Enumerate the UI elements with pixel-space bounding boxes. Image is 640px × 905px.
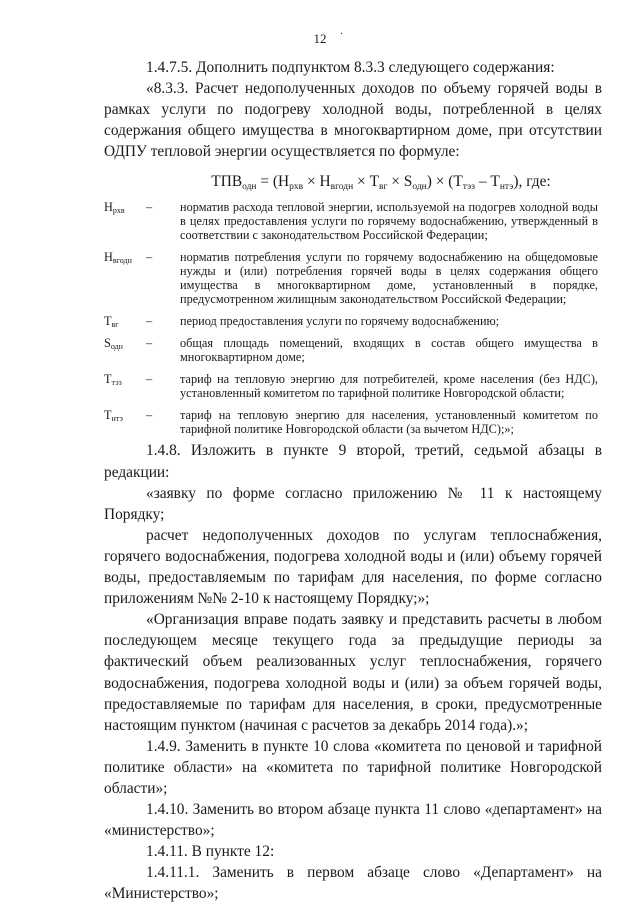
formula-times: × bbox=[353, 173, 370, 191]
formula bbox=[160, 171, 602, 192]
definition-item bbox=[104, 336, 598, 364]
formula-s-odn: S bbox=[403, 173, 413, 191]
document-body bbox=[104, 57, 602, 905]
definition-item bbox=[104, 200, 598, 242]
definition-dash: – bbox=[146, 200, 153, 215]
definition-symbol: $S_{одн}$ bbox=[104, 336, 123, 352]
paragraph-1-4-11: 1.4.11. В пункте 12: bbox=[146, 843, 275, 861]
formula-times: × bbox=[387, 173, 404, 191]
paragraph-1-4-7-5: 1.4.7.5. Дополнить подпунктом 8.3.3 следующего содержания: bbox=[146, 59, 555, 76]
formula-h-rhv: Н bbox=[278, 173, 290, 191]
definition-dash: – bbox=[146, 336, 153, 351]
definition-item bbox=[104, 250, 598, 306]
formula-h-vgodn-sub: вгодн bbox=[330, 182, 354, 193]
formula-times: × bbox=[303, 173, 320, 191]
page-number-text: 12 bbox=[313, 31, 327, 46]
paragraph-calculation: расчет недополученных доходов по услугам теплоснабжения, горячего водоснабжения, подогрева холодной воды и (или) объему горячей воды, предоставляемым по тарифам для населения, по форме согласно приложениям №№ 2-10 к настоящему Порядку;»; bbox=[104, 526, 602, 608]
formula-t-vg-sub: вг bbox=[379, 182, 388, 193]
formula-equals: = ( bbox=[256, 173, 279, 191]
paragraph-1-4-8: 1.4.8. Изложить в пункте 9 второй, третий, седьмой абзацы в редакции: bbox=[104, 442, 602, 481]
definition-text: тариф на тепловую энергию для населения, установленный комитетом по тарифной политике Новгородской области (за вычетом НДС);»; bbox=[180, 408, 598, 437]
definition-text: период предоставления услуги по горячему водоснабжению; bbox=[180, 314, 500, 329]
formula-tail: ), где: bbox=[513, 173, 551, 191]
formula-t-vg: Т bbox=[369, 173, 379, 191]
paragraph-8-3-3: «8.3.3. Расчет недополученных доходов по объему горячей воды в рамках услуги по подогреву холодной воды, потребленной в целях содержания общего имущества в многоквартирном доме, при отсутствии ОДПУ тепловой энергии осуществляется по формуле: bbox=[104, 80, 602, 161]
definition-text: общая площадь помещений, входящих в состав общего имущества в многоквартирном доме; bbox=[180, 336, 598, 365]
definition-symbol: $Т_{нтэ}$ bbox=[104, 408, 123, 424]
formula-lhs: ТПВ bbox=[211, 173, 243, 191]
definitions-list bbox=[104, 200, 598, 436]
definition-dash: – bbox=[146, 408, 153, 423]
definition-dash: – bbox=[146, 250, 153, 265]
definition-dash: – bbox=[146, 314, 153, 329]
definition-symbol: $Н_{вгодн}$ bbox=[104, 250, 132, 266]
definition-text: норматив потребления услуги по горячему водоснабжению на общедомовые нужды и (или) потребления горячей воды в целях содержания общего имущества в многоквартирном доме, установленный в порядке, предусмотренном жилищным законодательством Российской Федерации; bbox=[180, 250, 598, 307]
formula-t-tez-sub: тэз bbox=[462, 182, 476, 193]
definition-dash: – bbox=[146, 372, 153, 387]
formula-h-vgodn: Н bbox=[319, 173, 331, 191]
definition-symbol: $Т_{вг}$ bbox=[104, 314, 119, 330]
formula-t-nte-sub: нтэ bbox=[499, 182, 514, 193]
definition-item bbox=[104, 372, 598, 400]
paragraph-quote-application: «заявку по форме согласно приложению № 11 к настоящему Порядку; bbox=[104, 484, 602, 523]
definition-symbol: $Т_{тэз}$ bbox=[104, 372, 122, 388]
paragraph-1-4-11-1: 1.4.11.1. Заменить в первом абзаце слово «Департамент» на «Министерство»; bbox=[104, 864, 602, 903]
definition-item bbox=[104, 408, 598, 436]
formula-lhs-sub: одн bbox=[242, 182, 257, 193]
paragraph-1-4-9: 1.4.9. Заменить в пункте 10 слова «комитета по ценовой и тарифной политике области» на «комитета по тарифной политике Новгородской области»; bbox=[104, 737, 602, 797]
definition-text: норматив расхода тепловой энергии, используемой на подогрев холодной воды в целях предоставления услуги по горячему водоснабжению, утвержденный в соответствии с законодательством Российской Федерации; bbox=[180, 200, 598, 243]
paragraph-organization: «Организация вправе подать заявку и представить расчеты в любом последующем месяце текущего года за предыдущие периоды за фактический объем реализованных услуг теплоснабжения, горячего водоснабжения, подогрева холодной воды и (или) за объем горячей воды, предоставляемые по тарифам для населения, в сроки, предусмотренные настоящим пунктом (начиная с расчетов за декабрь 2014 года).»; bbox=[104, 611, 602, 734]
formula-t-tez: Т bbox=[453, 173, 463, 191]
paragraph-1-4-10: 1.4.10. Заменить во втором абзаце пункта 11 слово «департамент» на «министерство»; bbox=[104, 801, 602, 840]
formula-minus: – bbox=[475, 173, 491, 191]
formula-h-rhv-sub: рхв bbox=[289, 182, 304, 193]
definition-text: тариф на тепловую энергию для потребителей, кроме населения (без НДС), установленный комитетом по тарифной политике Новгородской области; bbox=[180, 372, 598, 401]
page-mark: · bbox=[340, 29, 344, 40]
formula-mid: ) × ( bbox=[426, 173, 454, 191]
definition-item bbox=[104, 314, 598, 328]
page-number bbox=[0, 31, 640, 47]
definition-symbol: $Н_{рхв}$ bbox=[104, 200, 125, 216]
formula-s-odn-sub: одн bbox=[412, 182, 427, 193]
formula-t-nte: Т bbox=[490, 173, 500, 191]
